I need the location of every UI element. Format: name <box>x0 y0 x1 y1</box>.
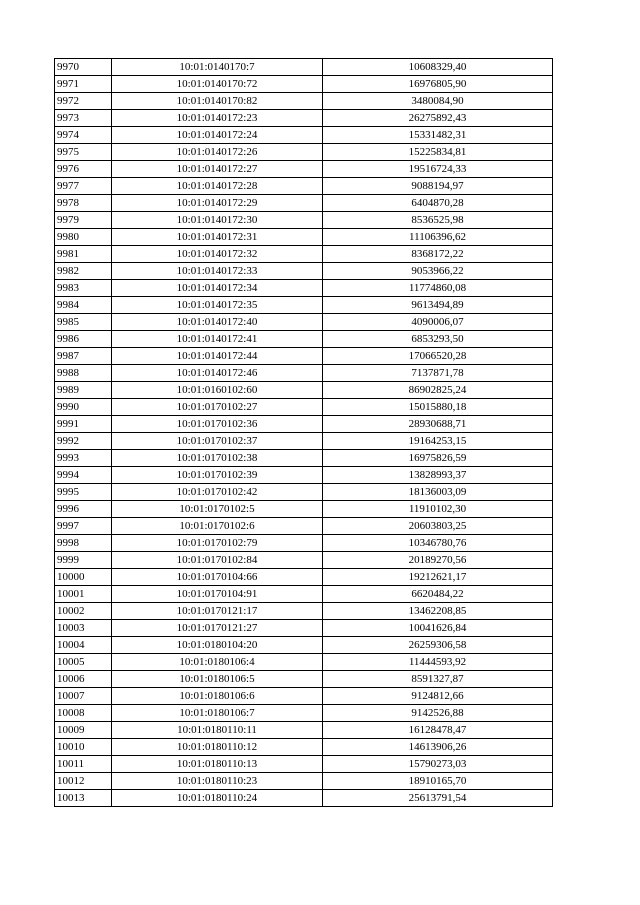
value-cell: 11444593,92 <box>323 654 553 671</box>
cadastral-number-cell: 10:01:0140172:40 <box>112 314 323 331</box>
row-number-cell: 9995 <box>55 484 112 501</box>
cadastral-number-cell: 10:01:0140172:29 <box>112 195 323 212</box>
table-row <box>55 127 553 144</box>
table-row <box>55 399 553 416</box>
table-row <box>55 161 553 178</box>
table-row <box>55 246 553 263</box>
value-cell: 16975826,59 <box>323 450 553 467</box>
cadastral-number-cell: 10:01:0170102:38 <box>112 450 323 467</box>
row-number-cell: 9972 <box>55 93 112 110</box>
cadastral-number-cell: 10:01:0170102:36 <box>112 416 323 433</box>
row-number-cell: 9973 <box>55 110 112 127</box>
value-cell: 18136003,09 <box>323 484 553 501</box>
value-cell: 9124812,66 <box>323 688 553 705</box>
value-cell: 86902825,24 <box>323 382 553 399</box>
cadastral-number-cell: 10:01:0180110:11 <box>112 722 323 739</box>
table-row <box>55 688 553 705</box>
cadastral-number-cell: 10:01:0180106:5 <box>112 671 323 688</box>
row-number-cell: 9979 <box>55 212 112 229</box>
value-cell: 15225834,81 <box>323 144 553 161</box>
cadastral-number-cell: 10:01:0170102:42 <box>112 484 323 501</box>
table-row <box>55 331 553 348</box>
table-row <box>55 212 553 229</box>
cadastral-number-cell: 10:01:0160102:60 <box>112 382 323 399</box>
cadastral-number-cell: 10:01:0140172:41 <box>112 331 323 348</box>
table-row <box>55 790 553 807</box>
cadastral-number-cell: 10:01:0140172:33 <box>112 263 323 280</box>
table-row <box>55 620 553 637</box>
cadastral-number-cell: 10:01:0140172:31 <box>112 229 323 246</box>
table-row <box>55 178 553 195</box>
row-number-cell: 9971 <box>55 76 112 93</box>
value-cell: 6404870,28 <box>323 195 553 212</box>
cadastral-number-cell: 10:01:0180106:7 <box>112 705 323 722</box>
value-cell: 3480084,90 <box>323 93 553 110</box>
value-cell: 14613906,26 <box>323 739 553 756</box>
value-cell: 6853293,50 <box>323 331 553 348</box>
table-row <box>55 467 553 484</box>
table-row <box>55 263 553 280</box>
data-table <box>54 58 553 807</box>
row-number-cell: 9992 <box>55 433 112 450</box>
cadastral-number-cell: 10:01:0140172:24 <box>112 127 323 144</box>
row-number-cell: 9996 <box>55 501 112 518</box>
row-number-cell: 9984 <box>55 297 112 314</box>
row-number-cell: 9993 <box>55 450 112 467</box>
table-row <box>55 722 553 739</box>
cadastral-number-cell: 10:01:0170102:5 <box>112 501 323 518</box>
value-cell: 16128478,47 <box>323 722 553 739</box>
row-number-cell: 10000 <box>55 569 112 586</box>
table-row <box>55 535 553 552</box>
table-row <box>55 280 553 297</box>
row-number-cell: 10003 <box>55 620 112 637</box>
value-cell: 7137871,78 <box>323 365 553 382</box>
row-number-cell: 10008 <box>55 705 112 722</box>
cadastral-number-cell: 10:01:0170102:79 <box>112 535 323 552</box>
value-cell: 9142526,88 <box>323 705 553 722</box>
value-cell: 19164253,15 <box>323 433 553 450</box>
value-cell: 4090006,07 <box>323 314 553 331</box>
value-cell: 16976805,90 <box>323 76 553 93</box>
table-row <box>55 637 553 654</box>
row-number-cell: 9986 <box>55 331 112 348</box>
row-number-cell: 10004 <box>55 637 112 654</box>
row-number-cell: 9991 <box>55 416 112 433</box>
value-cell: 15790273,03 <box>323 756 553 773</box>
table-row <box>55 569 553 586</box>
table-row <box>55 705 553 722</box>
row-number-cell: 10011 <box>55 756 112 773</box>
row-number-cell: 9994 <box>55 467 112 484</box>
row-number-cell: 10012 <box>55 773 112 790</box>
value-cell: 11910102,30 <box>323 501 553 518</box>
table-row <box>55 110 553 127</box>
row-number-cell: 9987 <box>55 348 112 365</box>
value-cell: 10346780,76 <box>323 535 553 552</box>
row-number-cell: 10006 <box>55 671 112 688</box>
cadastral-number-cell: 10:01:0140172:30 <box>112 212 323 229</box>
cadastral-number-cell: 10:01:0180110:12 <box>112 739 323 756</box>
cadastral-number-cell: 10:01:0140172:46 <box>112 365 323 382</box>
cadastral-number-cell: 10:01:0170102:84 <box>112 552 323 569</box>
cadastral-number-cell: 10:01:0140170:72 <box>112 76 323 93</box>
cadastral-number-cell: 10:01:0140172:23 <box>112 110 323 127</box>
table-row <box>55 773 553 790</box>
cadastral-number-cell: 10:01:0170121:27 <box>112 620 323 637</box>
value-cell: 8591327,87 <box>323 671 553 688</box>
row-number-cell: 9982 <box>55 263 112 280</box>
row-number-cell: 10001 <box>55 586 112 603</box>
table-row <box>55 348 553 365</box>
row-number-cell: 10010 <box>55 739 112 756</box>
value-cell: 28930688,71 <box>323 416 553 433</box>
table-row <box>55 195 553 212</box>
table-row <box>55 484 553 501</box>
row-number-cell: 10013 <box>55 790 112 807</box>
row-number-cell: 9970 <box>55 59 112 76</box>
cadastral-number-cell: 10:01:0140172:26 <box>112 144 323 161</box>
cadastral-number-cell: 10:01:0170102:39 <box>112 467 323 484</box>
row-number-cell: 9975 <box>55 144 112 161</box>
row-number-cell: 9998 <box>55 535 112 552</box>
cadastral-number-cell: 10:01:0140172:27 <box>112 161 323 178</box>
value-cell: 19516724,33 <box>323 161 553 178</box>
row-number-cell: 9976 <box>55 161 112 178</box>
cadastral-number-cell: 10:01:0180110:23 <box>112 773 323 790</box>
row-number-cell: 9997 <box>55 518 112 535</box>
row-number-cell: 10005 <box>55 654 112 671</box>
table-row <box>55 229 553 246</box>
cadastral-number-cell: 10:01:0140172:28 <box>112 178 323 195</box>
value-cell: 20189270,56 <box>323 552 553 569</box>
value-cell: 13462208,85 <box>323 603 553 620</box>
row-number-cell: 9981 <box>55 246 112 263</box>
value-cell: 18910165,70 <box>323 773 553 790</box>
value-cell: 8368172,22 <box>323 246 553 263</box>
table-row <box>55 416 553 433</box>
table-row <box>55 501 553 518</box>
row-number-cell: 9978 <box>55 195 112 212</box>
table-body <box>55 59 553 807</box>
row-number-cell: 9990 <box>55 399 112 416</box>
row-number-cell: 10002 <box>55 603 112 620</box>
cadastral-number-cell: 10:01:0140170:82 <box>112 93 323 110</box>
cadastral-number-cell: 10:01:0170102:37 <box>112 433 323 450</box>
cadastral-number-cell: 10:01:0170102:27 <box>112 399 323 416</box>
table-row <box>55 518 553 535</box>
table-row <box>55 552 553 569</box>
cadastral-number-cell: 10:01:0180104:20 <box>112 637 323 654</box>
cadastral-number-cell: 10:01:0170121:17 <box>112 603 323 620</box>
value-cell: 25613791,54 <box>323 790 553 807</box>
value-cell: 9053966,22 <box>323 263 553 280</box>
value-cell: 10608329,40 <box>323 59 553 76</box>
table-row <box>55 603 553 620</box>
cadastral-number-cell: 10:01:0180106:4 <box>112 654 323 671</box>
value-cell: 11106396,62 <box>323 229 553 246</box>
table-row <box>55 756 553 773</box>
cadastral-number-cell: 10:01:0170104:66 <box>112 569 323 586</box>
cadastral-number-cell: 10:01:0140172:32 <box>112 246 323 263</box>
row-number-cell: 9977 <box>55 178 112 195</box>
value-cell: 10041626,84 <box>323 620 553 637</box>
cadastral-number-cell: 10:01:0180110:13 <box>112 756 323 773</box>
row-number-cell: 9999 <box>55 552 112 569</box>
table-row <box>55 586 553 603</box>
table-row <box>55 144 553 161</box>
table-row <box>55 59 553 76</box>
cadastral-number-cell: 10:01:0140172:35 <box>112 297 323 314</box>
value-cell: 15015880,18 <box>323 399 553 416</box>
table-row <box>55 382 553 399</box>
value-cell: 9088194,97 <box>323 178 553 195</box>
row-number-cell: 9989 <box>55 382 112 399</box>
table-row <box>55 654 553 671</box>
table-row <box>55 314 553 331</box>
cadastral-number-cell: 10:01:0180106:6 <box>112 688 323 705</box>
value-cell: 26259306,58 <box>323 637 553 654</box>
cadastral-number-cell: 10:01:0180110:24 <box>112 790 323 807</box>
table-row <box>55 739 553 756</box>
value-cell: 26275892,43 <box>323 110 553 127</box>
table-row <box>55 433 553 450</box>
value-cell: 15331482,31 <box>323 127 553 144</box>
cadastral-number-cell: 10:01:0140172:44 <box>112 348 323 365</box>
value-cell: 13828993,37 <box>323 467 553 484</box>
row-number-cell: 10009 <box>55 722 112 739</box>
cadastral-number-cell: 10:01:0140172:34 <box>112 280 323 297</box>
value-cell: 17066520,28 <box>323 348 553 365</box>
row-number-cell: 9980 <box>55 229 112 246</box>
table-row <box>55 93 553 110</box>
value-cell: 8536525,98 <box>323 212 553 229</box>
row-number-cell: 9988 <box>55 365 112 382</box>
cadastral-number-cell: 10:01:0170102:6 <box>112 518 323 535</box>
table-row <box>55 365 553 382</box>
table-row <box>55 297 553 314</box>
row-number-cell: 9974 <box>55 127 112 144</box>
table-row <box>55 76 553 93</box>
row-number-cell: 10007 <box>55 688 112 705</box>
row-number-cell: 9983 <box>55 280 112 297</box>
cadastral-number-cell: 10:01:0170104:91 <box>112 586 323 603</box>
row-number-cell: 9985 <box>55 314 112 331</box>
value-cell: 6620484,22 <box>323 586 553 603</box>
value-cell: 9613494,89 <box>323 297 553 314</box>
value-cell: 11774860,08 <box>323 280 553 297</box>
table-row <box>55 450 553 467</box>
value-cell: 19212621,17 <box>323 569 553 586</box>
table-row <box>55 671 553 688</box>
value-cell: 20603803,25 <box>323 518 553 535</box>
cadastral-number-cell: 10:01:0140170:7 <box>112 59 323 76</box>
